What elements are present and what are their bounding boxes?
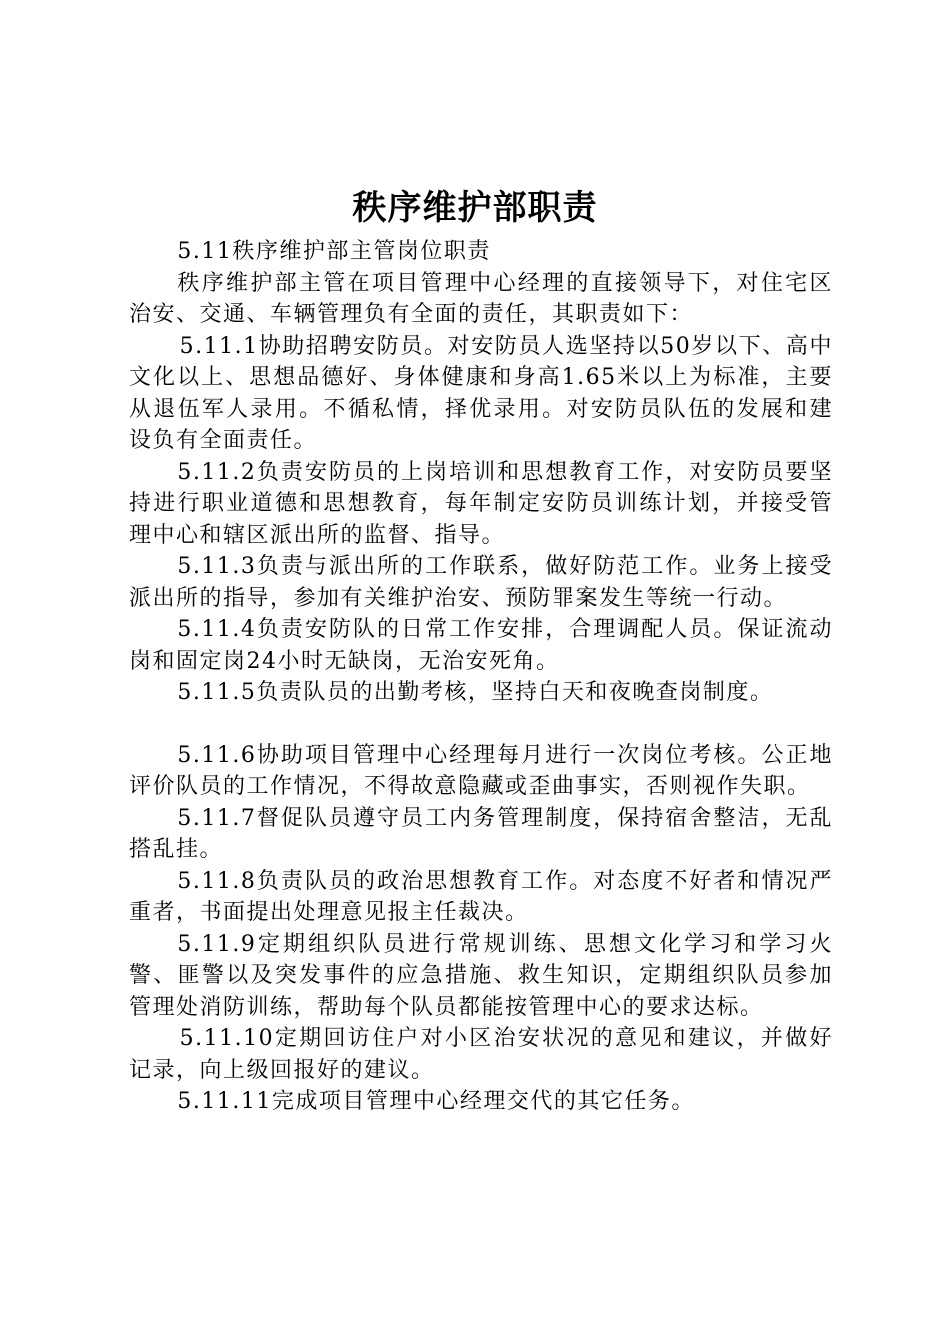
duty-item-5-11-3: 5.11.3负责与派出所的工作联系，做好防范工作。业务上接受派出所的指导，参加有关维护治安、预防罪案发生等统一行动。	[129, 554, 833, 611]
duty-item-5-11-2: 5.11.2负责安防员的上岗培训和思想教育工作，对安防员要坚持进行职业道德和思想教育，每年制定安防员训练计划，并接受管理中心和辖区派出所的监督、指导。	[129, 459, 833, 548]
section-heading: 5.11秩序维护部主管岗位职责	[177, 239, 491, 264]
duty-item-5-11-4: 5.11.4负责安防队的日常工作安排，合理调配人员。保证流动岗和固定岗24小时无缺岗，无治安死角。	[129, 617, 833, 674]
duty-item-5-11-10: 5.11.10定期回访住户对小区治安状况的意见和建议，并做好记录，向上级回报好的建议。	[129, 1026, 833, 1083]
document-body	[129, 236, 833, 1118]
duty-item-5-11-11: 5.11.11完成项目管理中心经理交代的其它任务。	[177, 1089, 695, 1114]
duty-item-5-11-5: 5.11.5负责队员的出勤考核，坚持白天和夜晚查岗制度。	[177, 680, 774, 705]
document-title: 秩序维护部职责	[352, 188, 598, 228]
duty-item-5-11-8: 5.11.8负责队员的政治思想教育工作。对态度不好者和情况严重者，书面提出处理意见报主任裁决。	[129, 868, 833, 925]
intro-paragraph: 秩序维护部主管在项目管理中心经理的直接领导下，对住宅区治安、交通、车辆管理负有全面的责任，其职责如下：	[129, 270, 833, 327]
duty-item-5-11-9: 5.11.9定期组织队员进行常规训练、思想文化学习和学习火警、匪警以及突发事件的应急措施、救生知识，定期组织队员参加管理处消防训练，帮助每个队员都能按管理中心的要求达标。	[129, 931, 833, 1020]
duty-item-5-11-7: 5.11.7督促队员遵守员工内务管理制度，保持宿舍整洁，无乱搭乱挂。	[129, 805, 833, 862]
duty-item-5-11-1: 5.11.1协助招聘安防员。对安防员人选坚持以50岁以下、高中文化以上、思想品德好、身体健康和身高1.65米以上为标准，主要从退伍军人录用。不循私情，择优录用。对安防员队伍的发展和建设负有全面责任。	[129, 333, 833, 453]
duty-item-5-11-6: 5.11.6协助项目管理中心经理每月进行一次岗位考核。公正地评价队员的工作情况，不得故意隐藏或歪曲事实，否则视作失职。	[129, 742, 833, 799]
